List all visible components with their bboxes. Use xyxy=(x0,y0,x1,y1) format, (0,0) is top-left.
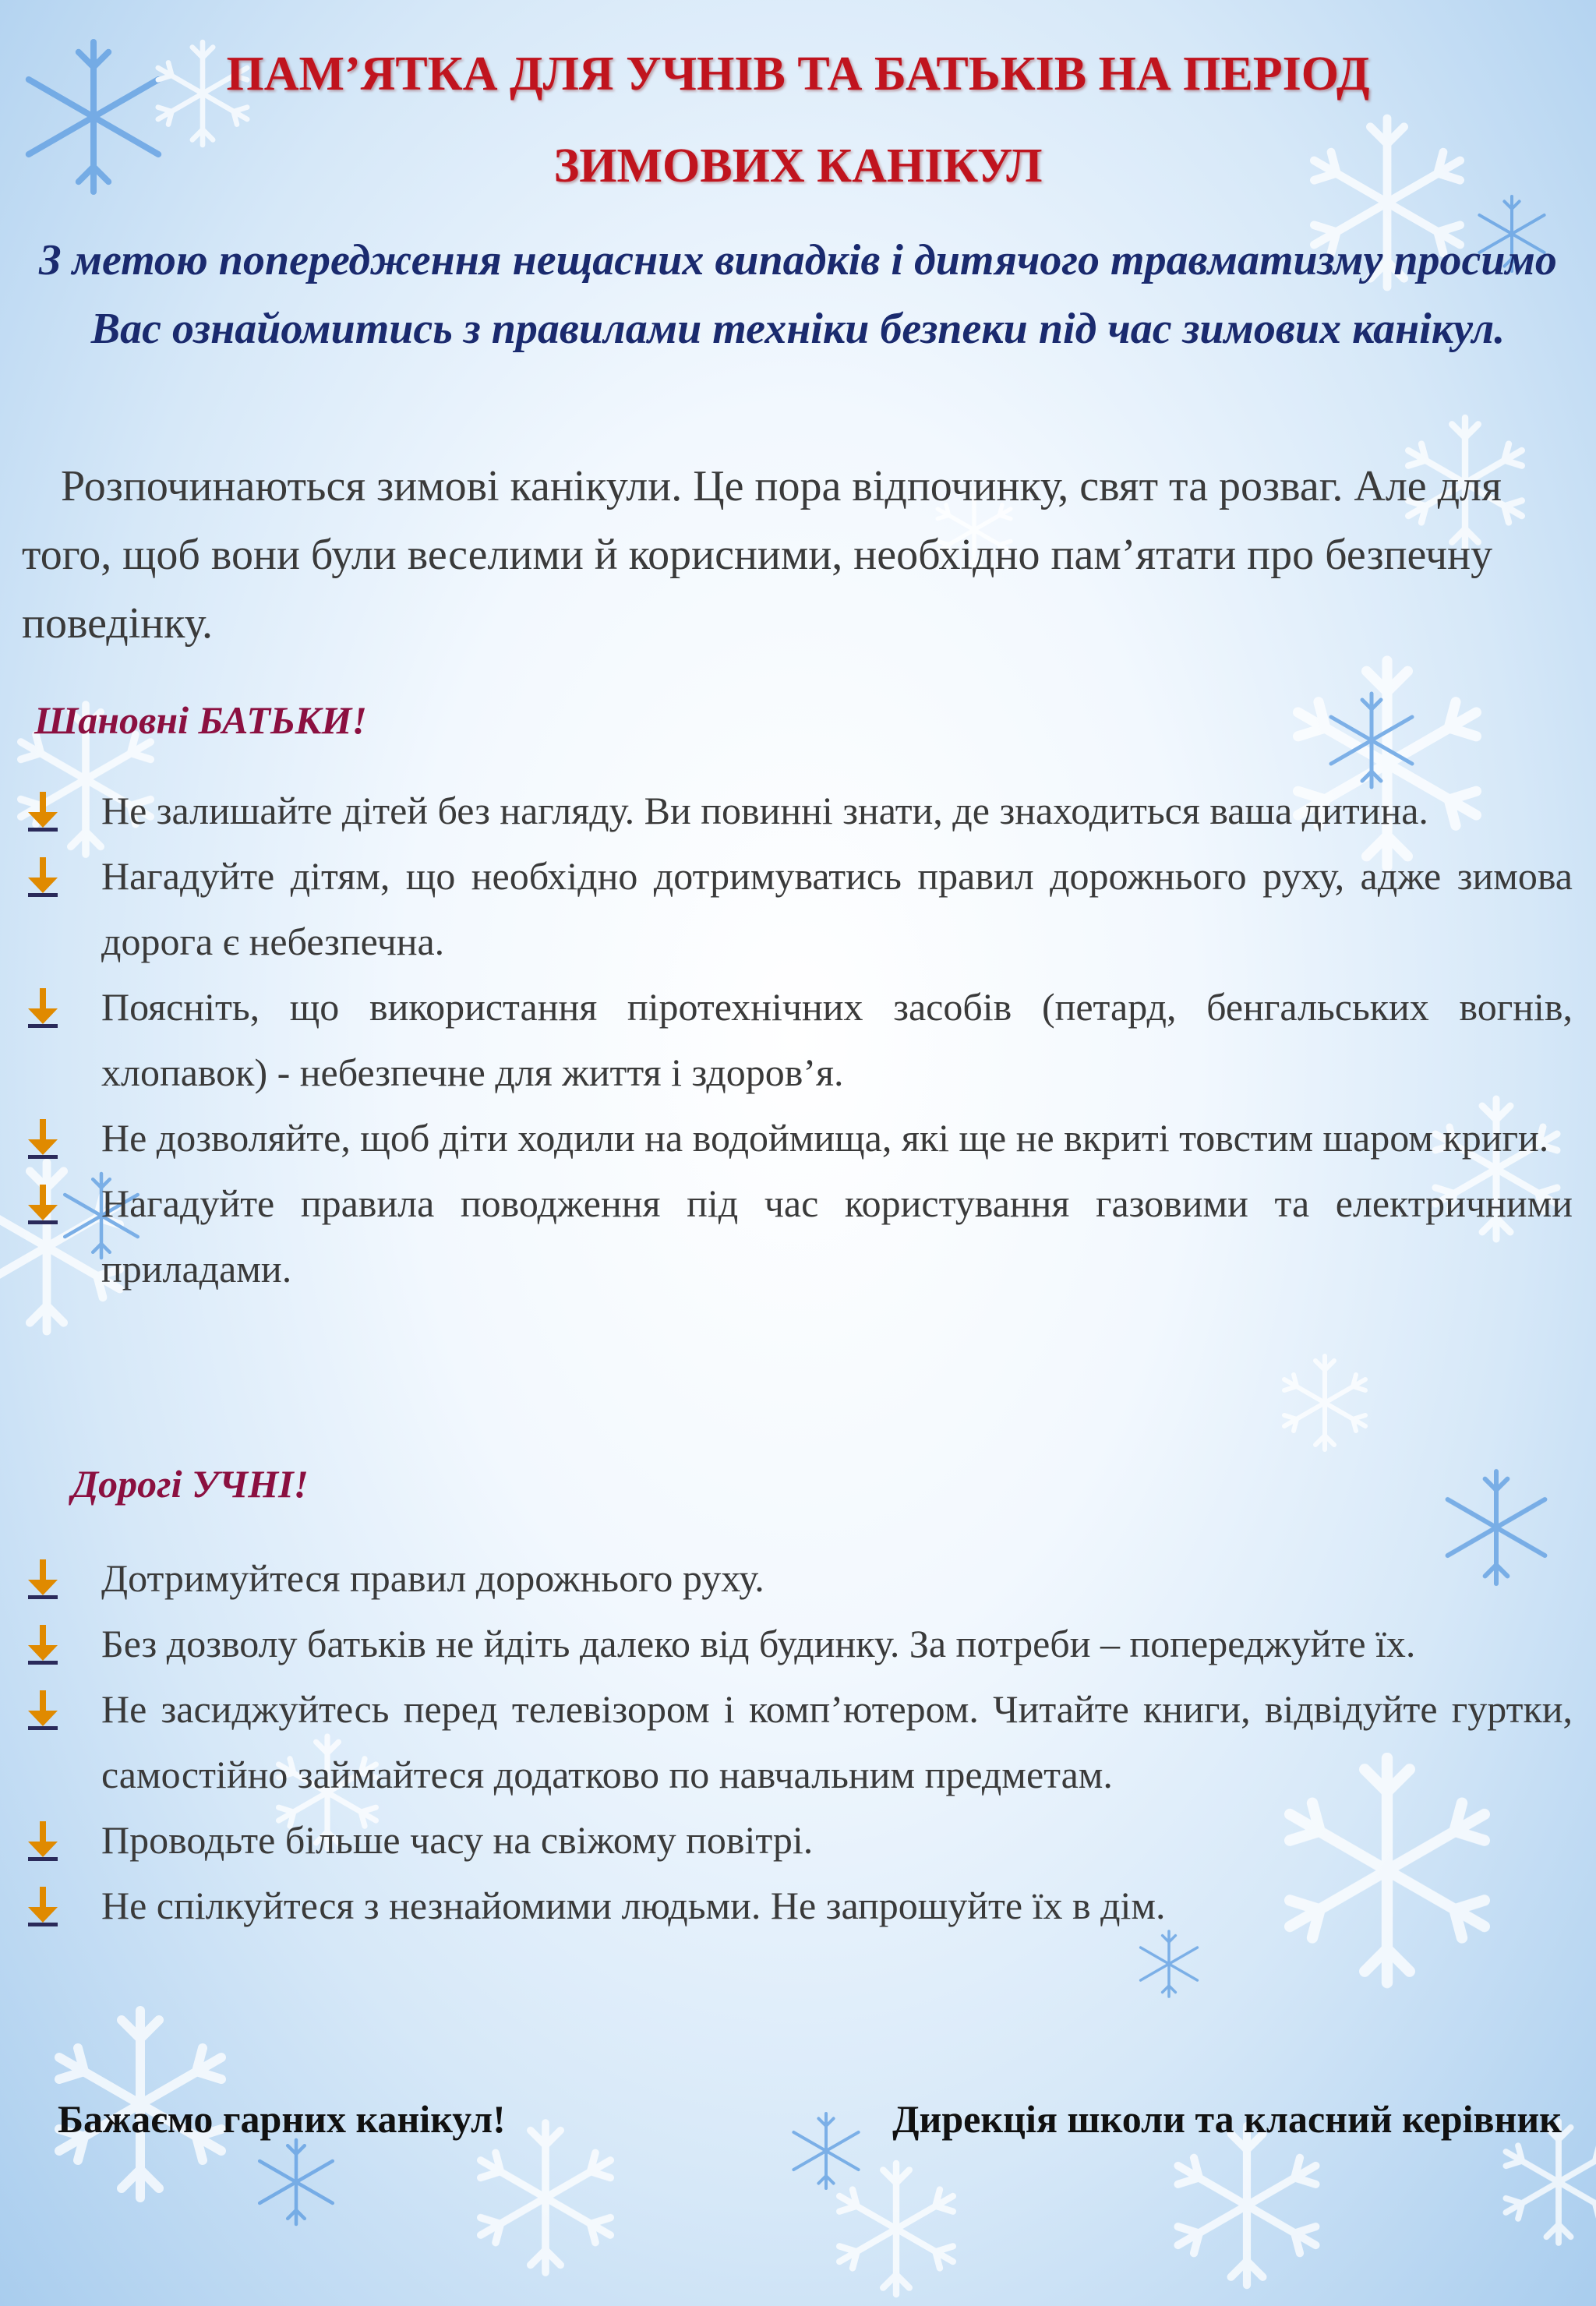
list-item-text: Поясніть, що використання піротехнічних засобів (петард, бенгальських вогнів, хлопавок) - небезпечне для життя і здоров’я. xyxy=(101,985,1573,1094)
pupils-list xyxy=(0,1545,1596,1938)
list-item xyxy=(0,1171,1596,1301)
list-item-text: Без дозволу батьків не йдіть далеко від будинку. За потреби – попереджуйте їх. xyxy=(101,1622,1416,1665)
parents-heading: Шановні БАТЬКИ! xyxy=(34,698,367,742)
lead-paragraph: Розпочинаються зимові канікули. Це пора відпочинку, свят та розваг. Але для того, щоб вони були веселими й корисними, необхідно пам’ятати про безпечну поведінку. xyxy=(22,462,1502,648)
down-arrow-icon xyxy=(25,1622,61,1665)
list-item-text: Нагадуйте правила поводження під час користування газовими та електричними приладами. xyxy=(101,1181,1573,1291)
list-item xyxy=(0,843,1596,974)
footer-signature: Дирекція школи та класний керівник xyxy=(892,2097,1562,2141)
down-arrow-icon xyxy=(25,1181,61,1225)
list-item-text: Нагадуйте дітям, що необхідно дотримуватись правил дорожнього руху, адже зимова дорога є небезпечна. xyxy=(101,854,1573,963)
down-arrow-icon xyxy=(25,985,61,1029)
intro-text: З метою попередження нещасних випадків і дитячого травматизму просимо Вас ознайомитись з правилами техніки безпеки під час зимових канікул. xyxy=(39,236,1557,353)
down-arrow-icon xyxy=(25,1884,61,1927)
list-item xyxy=(0,1873,1596,1938)
down-arrow-icon xyxy=(25,1687,61,1731)
page-title-line1: ПАМ’ЯТКА ДЛЯ УЧНІВ ТА БАТЬКІВ НА ПЕРІОД xyxy=(226,48,1370,101)
list-item-text: Дотримуйтеся правил дорожнього руху. xyxy=(101,1556,764,1600)
list-item-text: Не засиджуйтесь перед телевізором і комп’ютером. Читайте книги, відвідуйте гуртки, самостійно займайтеся додатково по навчальним предметам. xyxy=(101,1687,1573,1796)
list-item xyxy=(0,1105,1596,1171)
list-item-text: Проводьте більше часу на свіжому повітрі. xyxy=(101,1818,814,1862)
list-item xyxy=(0,1807,1596,1873)
list-item-text: Не дозволяйте, щоб діти ходили на водоймища, які ще не вкриті товстим шаром криги. xyxy=(101,1116,1549,1160)
list-item xyxy=(0,1676,1596,1807)
list-item xyxy=(0,1545,1596,1611)
list-item xyxy=(0,974,1596,1105)
down-arrow-icon xyxy=(25,789,61,832)
down-arrow-icon xyxy=(25,1818,61,1862)
down-arrow-icon xyxy=(25,854,61,898)
list-item xyxy=(0,778,1596,843)
page-title-line2: ЗИМОВИХ КАНІКУЛ xyxy=(553,139,1043,192)
pupils-heading: Дорогі УЧНІ! xyxy=(72,1462,309,1506)
footer-wish: Бажаємо гарних канікул! xyxy=(58,2097,506,2141)
list-item-text: Не спілкуйтеся з незнайомими людьми. Не запрошуйте їх в дім. xyxy=(101,1884,1166,1927)
list-item-text: Не залишайте дітей без нагляду. Ви повинні знати, де знаходиться ваша дитина. xyxy=(101,789,1428,832)
parents-list xyxy=(0,778,1596,1301)
down-arrow-icon xyxy=(25,1556,61,1600)
down-arrow-icon xyxy=(25,1116,61,1160)
list-item xyxy=(0,1611,1596,1676)
